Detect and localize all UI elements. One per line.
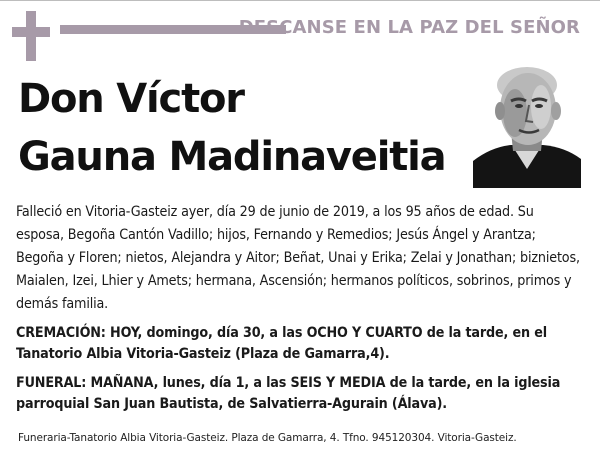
notice-body	[16, 201, 582, 415]
cremation-info: CREMACIÓN: HOY, domingo, día 30, a las OCHO Y CUARTO de la tarde, en el Tanatorio Albia Vitoria-Gasteiz (Plaza de Gamarra,4).	[16, 325, 548, 362]
name-line-2: Gauna Madinaveitia	[18, 134, 446, 180]
top-border	[0, 0, 600, 1]
cross-icon	[12, 11, 50, 61]
name-line-1: Don Víctor	[18, 76, 244, 122]
funeral-info: FUNERAL: MAÑANA, lunes, día 1, a las SEIS Y MEDIA de la tarde, en la iglesia parroquial San Juan Bautista, de Salvatierra-Agurain (Álava).	[16, 375, 561, 412]
notice-paragraph: Falleció en Vitoria-Gasteiz ayer, día 29 de junio de 2019, a los 95 años de edad. Su esposa, Begoña Cantón Vadillo; hijos, Fernando y Remedios; Jesús Ángel y Arantza; Begoña y Floren; nietos, Alejandra y Aitor; Beñat, Unai y Erika; Zelai y Jonathan; biznietos, Maialen, Izei, Lhier y Amets; hermana, Ascensión; hermanos políticos, sobrinos, primos y demás familia.	[16, 204, 580, 312]
portrait-photo	[473, 61, 581, 188]
deceased-name	[18, 70, 445, 186]
headline: DESCANSE EN LA PAZ DEL SEÑOR	[238, 17, 580, 38]
funeral-home-footer: Funeraria-Tanatorio Albia Vitoria-Gasteiz. Plaza de Gamarra, 4. Tfno. 945120304. Vitoria-Gasteiz.	[18, 432, 517, 444]
